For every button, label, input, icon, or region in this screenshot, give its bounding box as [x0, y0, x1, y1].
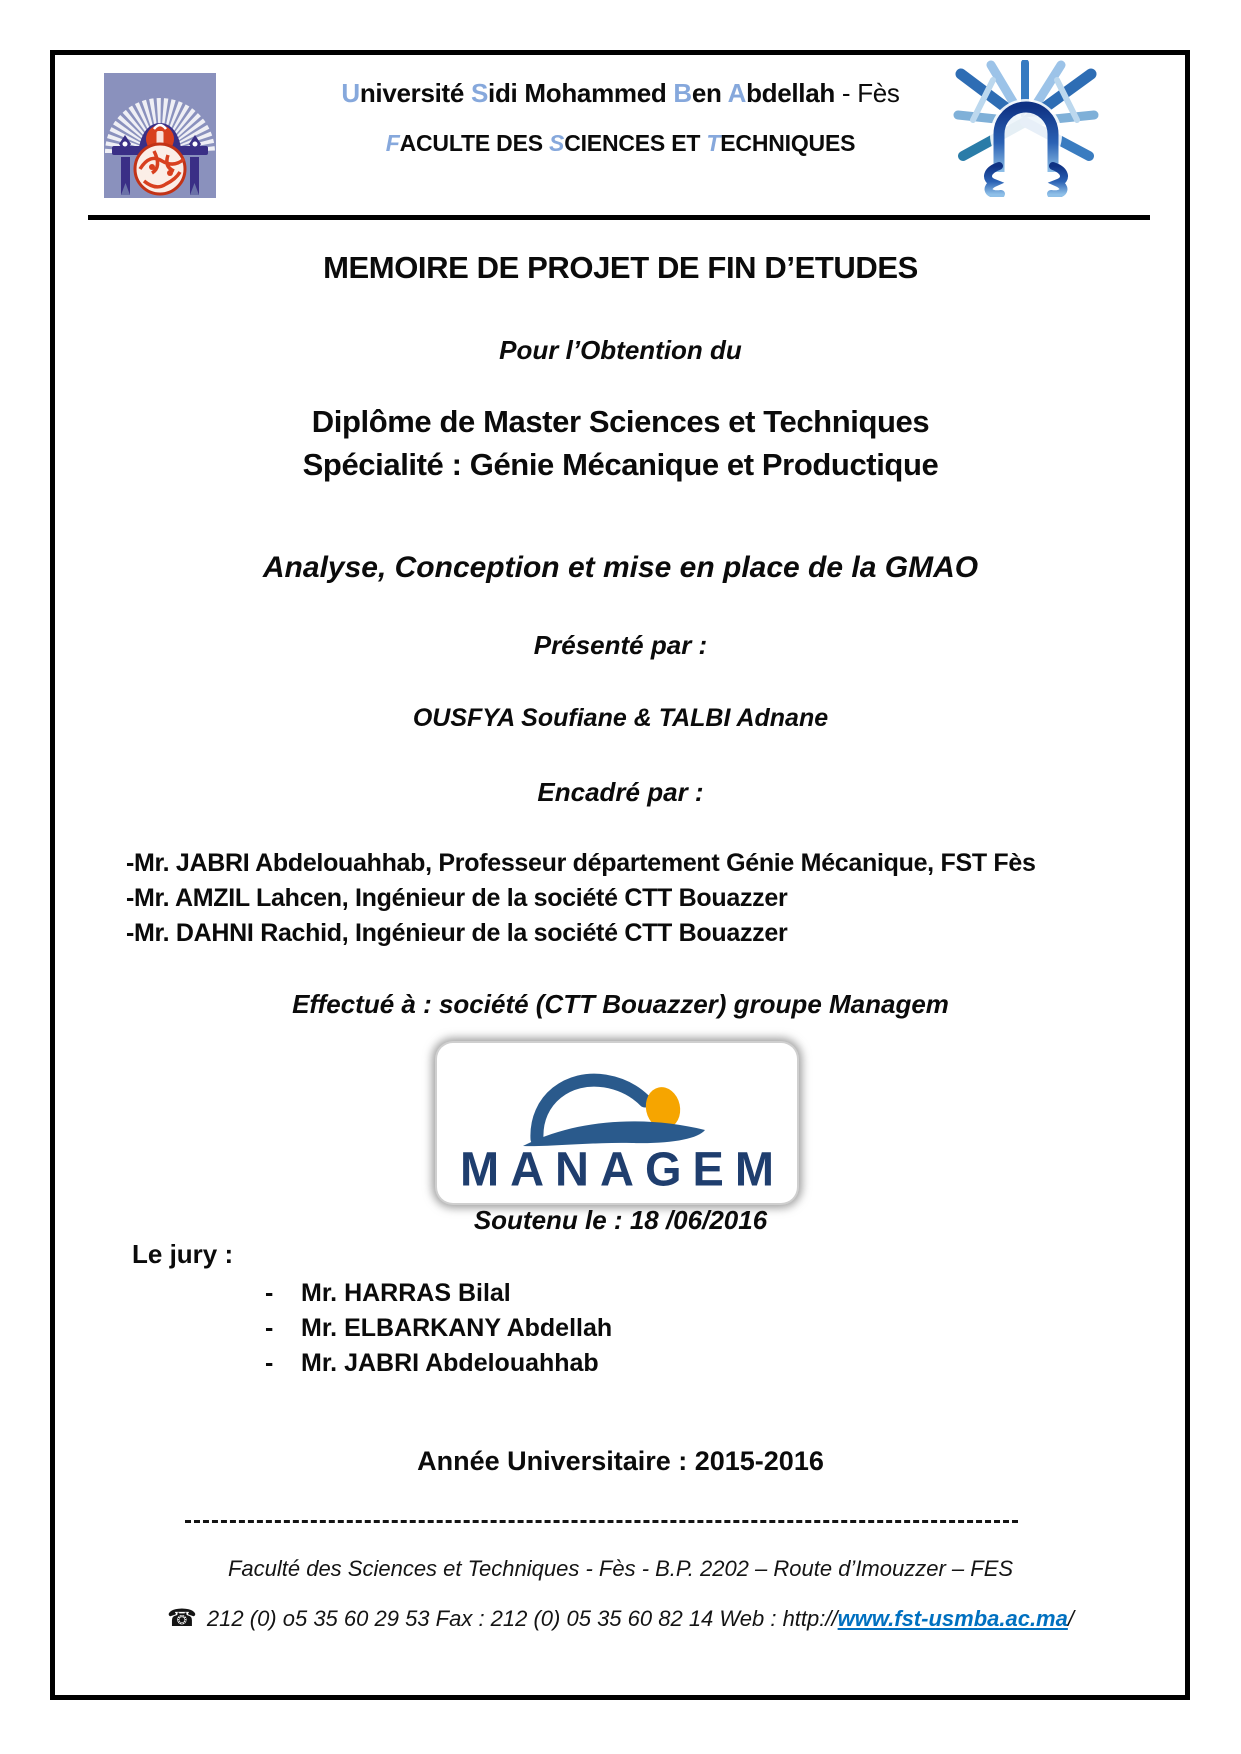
- faculty-address-line: Faculté des Sciences et Techniques - Fès - B.P. 2202 – Route d’Imouzzer – FES: [227, 1556, 1014, 1581]
- supervisor-line: -Mr. DAHNI Rachid, Ingénieur de la société CTT Bouazzer: [126, 919, 788, 947]
- faculty-name-line: FACULTE DES SCIENCES ET TECHNIQUES: [385, 130, 856, 156]
- website-link[interactable]: www.fst-usmba.ac.ma: [837, 1606, 1068, 1631]
- authors-names: OUSFYA Soufiane & TALBI Adnane: [412, 704, 829, 732]
- project-title: Analyse, Conception et mise en place de la GMAO: [262, 551, 979, 584]
- jury-bullet: -: [265, 1314, 274, 1342]
- jury-member-row: [265, 1276, 612, 1311]
- contact-line: [60, 1604, 1181, 1633]
- managem-logo: [437, 1043, 797, 1203]
- jury-member-row: [265, 1346, 612, 1381]
- jury-member-row: [265, 1311, 612, 1346]
- jury-members-list: [265, 1276, 612, 1381]
- presented-by-label: Présenté par :: [533, 630, 708, 660]
- academic-year-line: Année Universitaire : 2015-2016: [417, 1446, 824, 1476]
- phone-icon: ☎: [167, 1605, 197, 1632]
- jury-member-name: Mr. HARRAS Bilal: [301, 1279, 511, 1307]
- dashed-separator: [185, 1520, 1018, 1523]
- host-company-line: Effectué à : société (CTT Bouazzer) groupe Managem: [292, 989, 949, 1019]
- header-divider-rule: [88, 215, 1150, 220]
- jury-bullet: -: [265, 1349, 274, 1377]
- defense-date-line: Soutenu le : 18 /06/2016: [473, 1205, 768, 1235]
- contact-text-suffix: /: [1067, 1606, 1074, 1631]
- diploma-line-2: Spécialité : Génie Mécanique et Productique: [302, 447, 939, 482]
- supervised-by-label: Encadré par :: [537, 777, 704, 807]
- university-initial-u: U: [341, 78, 360, 108]
- supervisors-list: [126, 846, 1186, 951]
- contact-text: 212 (0) o5 35 60 29 53 Fax : 212 (0) 05 35 60 82 14 Web : http://: [206, 1606, 838, 1631]
- obtention-subtitle: Pour l’Obtention du: [499, 335, 742, 365]
- jury-member-name: Mr. ELBARKANY Abdellah: [301, 1314, 613, 1342]
- jury-bullet: -: [265, 1279, 274, 1307]
- diploma-line-1: Diplôme de Master Sciences et Techniques: [311, 404, 930, 439]
- supervisor-line: -Mr. JABRI Abdelouahhab, Professeur département Génie Mécanique, FST Fès: [126, 849, 1036, 877]
- document-title: MEMOIRE DE PROJET DE FIN D’ETUDES: [323, 250, 918, 285]
- university-name-line: Université Sidi Mohammed Ben Abdellah - Fès: [341, 78, 900, 108]
- jury-member-name: Mr. JABRI Abdelouahhab: [301, 1349, 599, 1377]
- jury-label: Le jury :: [132, 1239, 234, 1269]
- managem-emblem-icon: [437, 1043, 797, 1149]
- managem-wordmark: MANAGEM: [459, 1141, 786, 1196]
- supervisor-line: -Mr. AMZIL Lahcen, Ingénieur de la société CTT Bouazzer: [126, 884, 788, 912]
